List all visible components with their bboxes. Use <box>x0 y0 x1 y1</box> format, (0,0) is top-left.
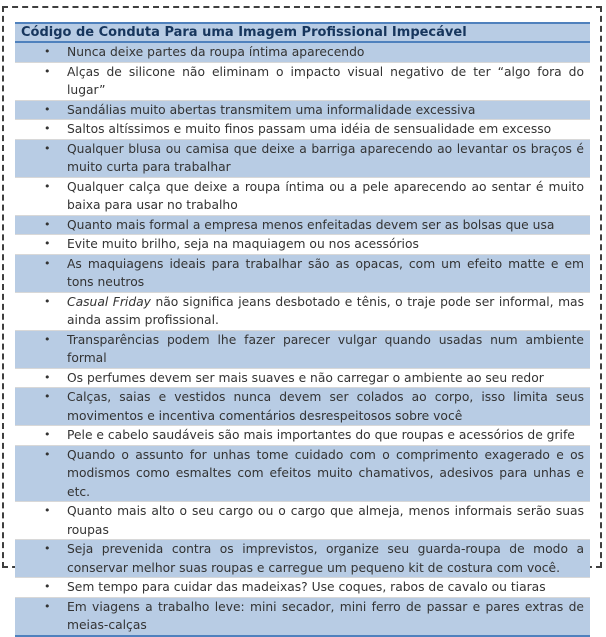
list-item <box>15 426 590 446</box>
list-item <box>15 388 590 426</box>
bullet-icon: • <box>44 599 51 613</box>
list-item <box>15 101 590 121</box>
item-lead: Casual Friday <box>67 294 151 309</box>
list-item <box>15 120 590 140</box>
bullet-icon: • <box>44 332 51 346</box>
item-text: não significa jeans desbotado e tênis, o traje pode ser informal, mas ainda assim profissional. <box>67 294 584 327</box>
item-text: Sandálias muito abertas transmitem uma informalidade excessiva <box>67 102 476 117</box>
list-item <box>15 331 590 369</box>
list-item <box>15 293 590 331</box>
list-item <box>15 578 590 598</box>
bullet-icon: • <box>44 179 51 193</box>
list-item <box>15 63 590 101</box>
list-item <box>15 540 590 578</box>
item-text: Qualquer calça que deixe a roupa íntima ou a pele aparecendo ao sentar é muito baixa para usar no trabalho <box>67 179 584 212</box>
item-text: As maquiagens ideais para trabalhar são as opacas, com um efeito matte e em tons neutros <box>67 256 584 289</box>
item-text: Quando o assunto for unhas tome cuidado com o comprimento exagerado e os modismos como esmaltes com efeitos muito chamativos, adesivos para unhas e etc. <box>67 447 584 499</box>
item-text: Transparências podem lhe fazer parecer vulgar quando usadas num ambiente formal <box>67 332 584 365</box>
item-text: Em viagens a trabalho leve: mini secador, mini ferro de passar e pares extras de meias-calças <box>67 599 584 632</box>
bullet-icon: • <box>44 122 51 135</box>
item-text: Pele e cabelo saudáveis são mais importantes do que roupas e acessórios de grife <box>67 428 575 442</box>
item-text: Calças, saias e vestidos nunca devem ser colados ao corpo, isso limita seus movimentos e incentiva comentários desrespeitosos sobre você <box>67 390 584 423</box>
item-text: Sem tempo para cuidar das madeixas? Use coques, rabos de cavalo ou tiaras <box>67 580 546 594</box>
item-text: Quanto mais alto o seu cargo ou o cargo que almeja, menos informais serão suas roupas <box>67 504 584 537</box>
list-item <box>15 502 590 540</box>
bullet-icon: • <box>44 390 51 403</box>
table-title: Código de Conduta Para uma Imagem Profissional Impecável <box>15 22 590 43</box>
bullet-icon: • <box>44 217 51 231</box>
list-item <box>15 369 590 389</box>
list-item <box>15 140 590 178</box>
list-item <box>15 43 590 63</box>
bullet-icon: • <box>44 45 51 58</box>
bullet-icon: • <box>44 141 51 155</box>
item-text: Os perfumes devem ser mais suaves e não carregar o ambiente ao seu redor <box>67 370 544 385</box>
list-item <box>15 178 590 216</box>
bullet-icon: • <box>44 428 51 441</box>
bullet-icon: • <box>44 102 51 116</box>
item-text: Quanto mais formal a empresa menos enfeitadas devem ser as bolsas que usa <box>67 217 555 232</box>
bullet-icon: • <box>44 447 51 461</box>
list-item <box>15 598 590 637</box>
item-text: Qualquer blusa ou camisa que deixe a barriga aparecendo ao levantar os braços é muito curta para trabalhar <box>67 141 584 174</box>
bullet-icon: • <box>44 542 51 555</box>
list-item <box>15 216 590 236</box>
bullet-icon: • <box>44 294 51 308</box>
list-item <box>15 235 590 255</box>
bullet-icon: • <box>44 504 51 517</box>
item-text: Evite muito brilho, seja na maquiagem ou nos acessórios <box>67 237 419 251</box>
item-text: Seja prevenida contra os imprevistos, organize seu guarda-roupa de modo a conservar melhor suas roupas e carregue um pequeno kit de costura com você. <box>67 542 584 575</box>
item-text: Nunca deixe partes da roupa íntima aparecendo <box>67 45 365 59</box>
bullet-icon: • <box>44 237 51 250</box>
conduct-table <box>15 22 590 637</box>
list-item <box>15 255 590 293</box>
list-item <box>15 446 590 503</box>
item-text: Saltos altíssimos e muito finos passam uma idéia de sensualidade em excesso <box>67 122 552 136</box>
conduct-list <box>15 43 590 637</box>
bullet-icon: • <box>44 256 51 270</box>
bullet-icon: • <box>44 370 51 384</box>
item-text: Alças de silicone não eliminam o impacto visual negativo de ter “algo fora do lugar” <box>67 64 584 97</box>
bullet-icon: • <box>44 64 51 78</box>
bullet-icon: • <box>44 580 51 593</box>
